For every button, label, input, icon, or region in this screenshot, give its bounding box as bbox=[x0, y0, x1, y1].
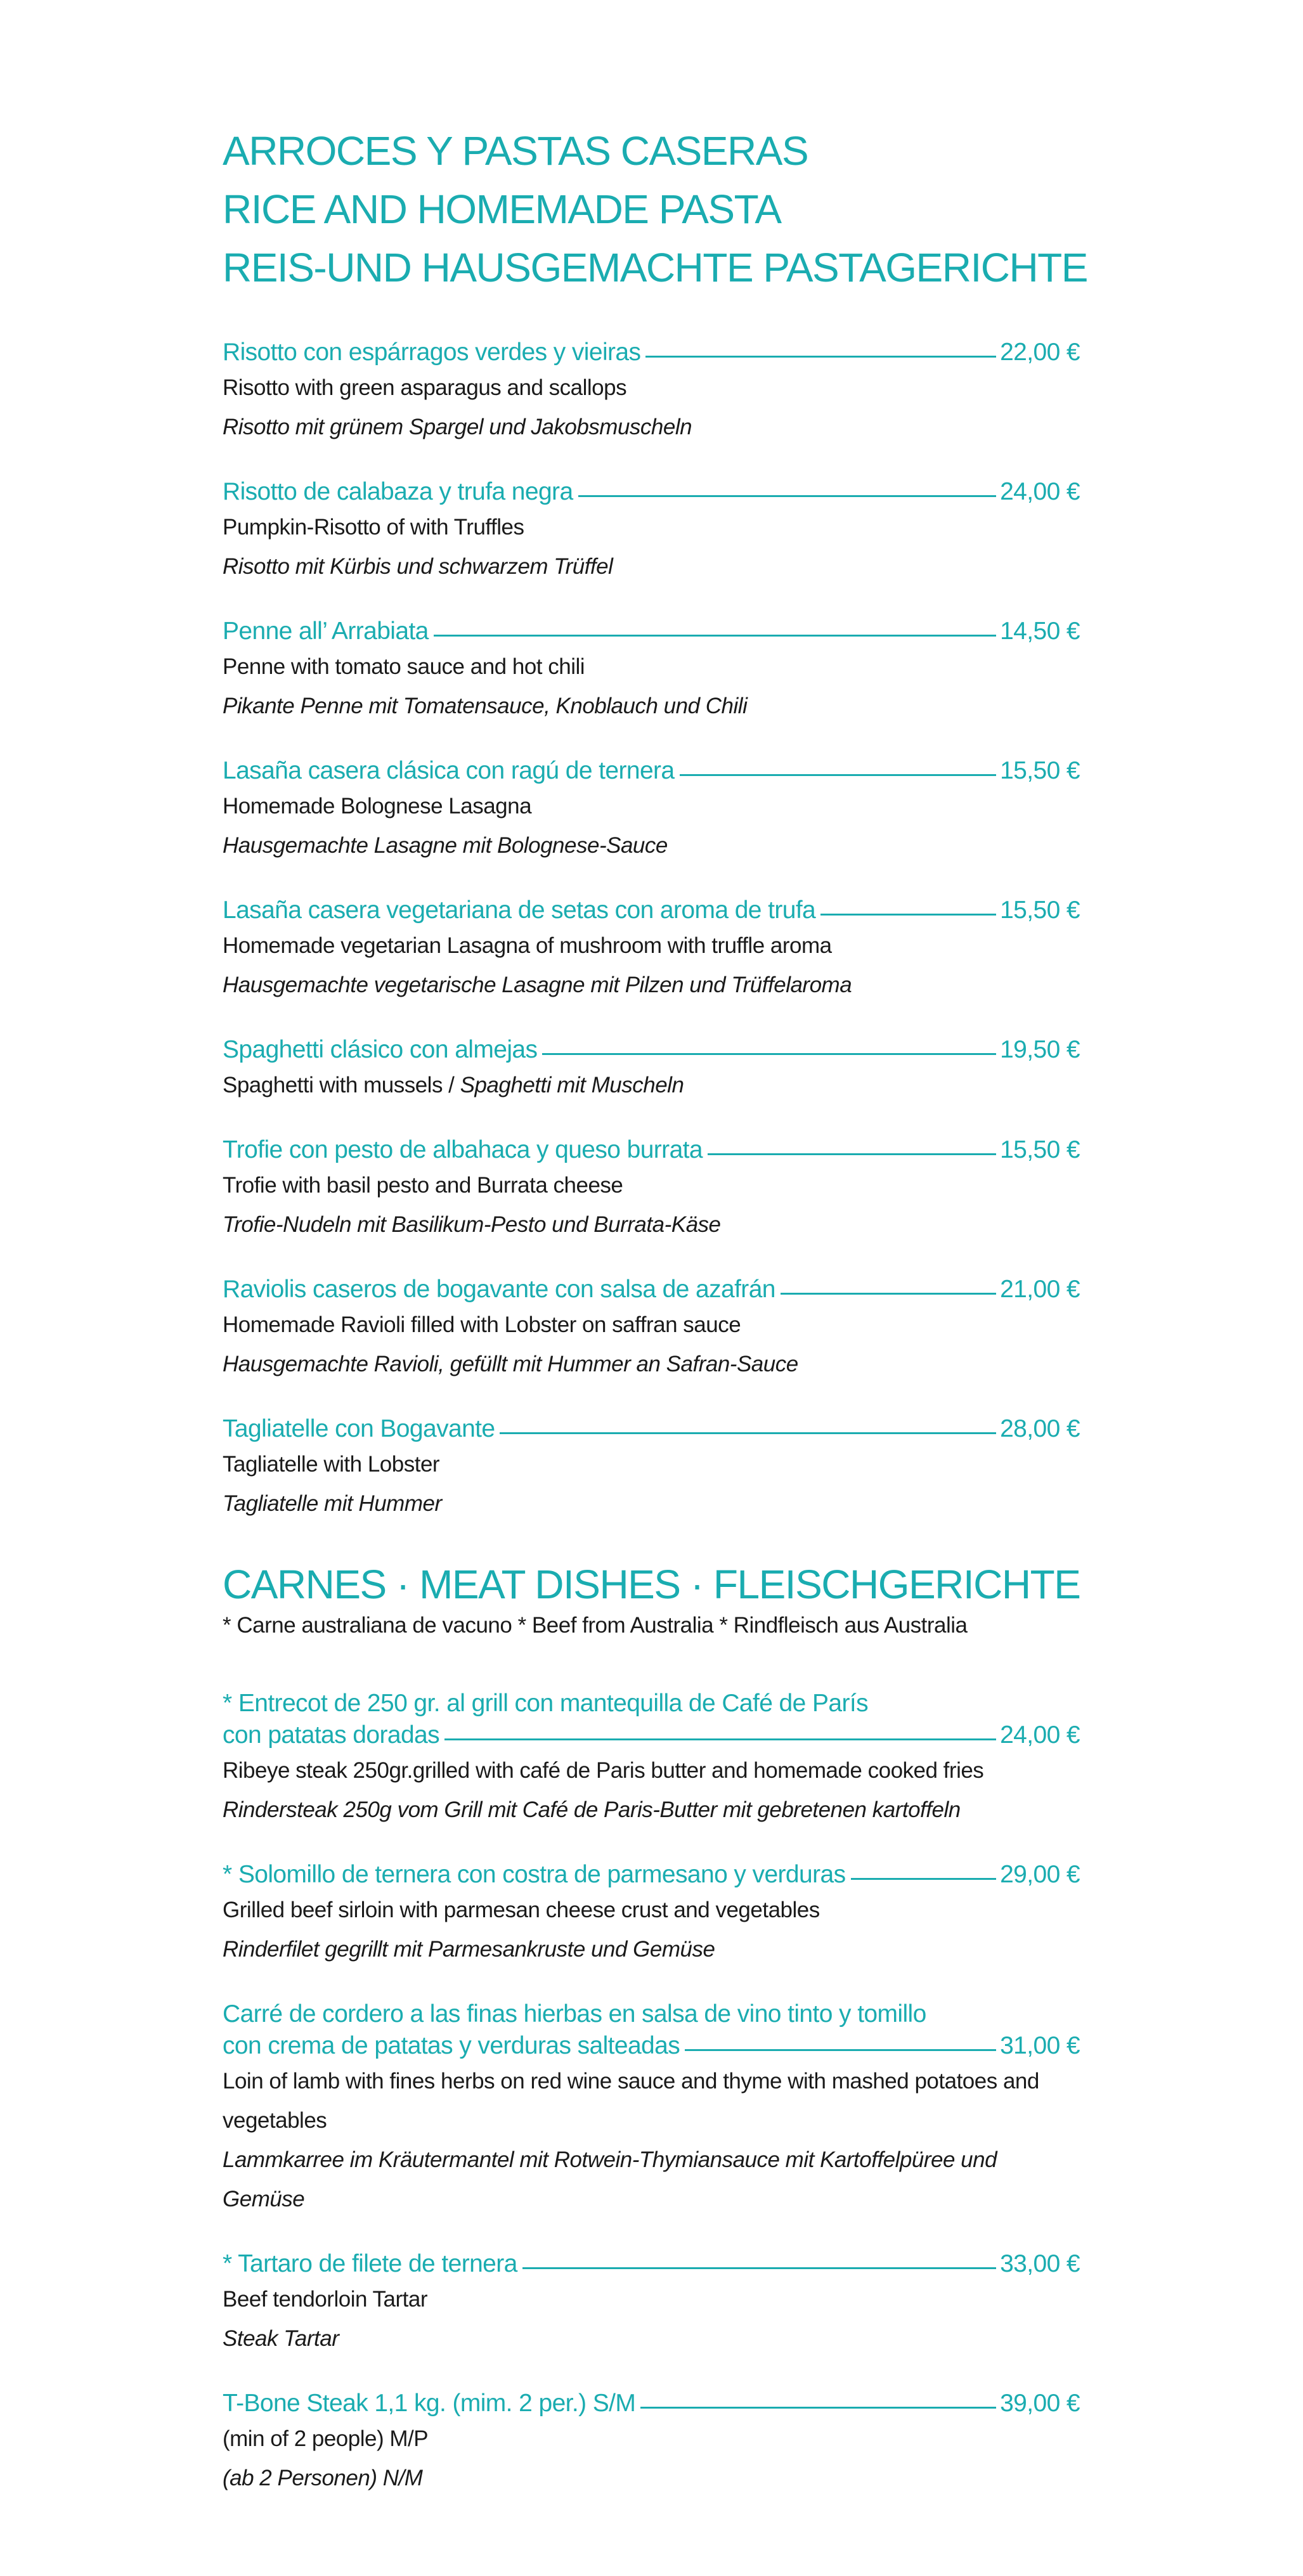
dish-desc-de: Risotto mit grünem Spargel und Jakobsmuscheln bbox=[223, 415, 692, 439]
dish-desc-en: Homemade vegetarian Lasagna of mushroom with truffle aroma bbox=[223, 933, 832, 958]
dish-item bbox=[223, 1859, 1080, 1969]
section-title-es: ARROCES Y PASTAS CASERAS bbox=[223, 128, 808, 174]
dish-name-row bbox=[223, 1413, 1080, 1445]
dish-desc-inline bbox=[223, 1066, 1080, 1105]
beef-origin-note: * Carne australiana de vacuno * Beef from Australia * Rindfleisch aus Australia bbox=[223, 1613, 968, 1638]
dish-name-row bbox=[223, 1134, 1080, 1166]
dotted-leader bbox=[680, 774, 997, 776]
dish-name-line1: Carré de cordero a las finas hierbas en salsa de vino tinto y tomillo bbox=[223, 2000, 926, 2028]
dish-item bbox=[223, 616, 1080, 726]
dish-item bbox=[223, 1688, 1080, 1830]
dish-name: con patatas doradas bbox=[223, 1721, 440, 1749]
dish-price: 22,00 € bbox=[1000, 339, 1080, 366]
dish-name-row bbox=[223, 476, 1080, 508]
dish-price: 31,00 € bbox=[1000, 2032, 1080, 2059]
dish-name: Penne all’ Arrabiata bbox=[223, 618, 429, 645]
dish-desc-de: Spaghetti mit Muscheln bbox=[460, 1073, 684, 1097]
dish-name: * Tartaro de filete de ternera bbox=[223, 2250, 517, 2277]
dish-price: 15,50 € bbox=[1000, 757, 1080, 784]
dish-desc-en: Loin of lamb with fines herbs on red wine sauce and thyme with mashed potatoes and bbox=[223, 2069, 1039, 2094]
dish-name-row bbox=[223, 1034, 1080, 1066]
dish-desc-de: Rindersteak 250g vom Grill mit Café de Paris-Butter mit gebretenen kartoffeln bbox=[223, 1797, 961, 1822]
section-rice-pasta bbox=[223, 122, 1087, 297]
dish-desc-en: Homemade Ravioli filled with Lobster on saffran sauce bbox=[223, 1312, 741, 1337]
dish-item bbox=[223, 755, 1080, 865]
dish-name-row bbox=[223, 2248, 1080, 2280]
dish-name-row bbox=[223, 1719, 1080, 1751]
dish-name-row bbox=[223, 2030, 1080, 2062]
dotted-leader bbox=[685, 2049, 996, 2051]
dotted-leader bbox=[708, 1153, 996, 1155]
dish-desc-en: Tagliatelle with Lobster bbox=[223, 1452, 440, 1477]
dish-name-line1: * Entrecot de 250 gr. al grill con mantequilla de Café de París bbox=[223, 1690, 868, 1717]
dish-item bbox=[223, 2248, 1080, 2359]
dish-name: Lasaña casera vegetariana de setas con aroma de trufa bbox=[223, 896, 816, 924]
dish-item bbox=[223, 337, 1080, 447]
dish-desc-en: Trofie with basil pesto and Burrata cheese bbox=[223, 1173, 623, 1198]
dish-item bbox=[223, 1034, 1080, 1105]
dish-name: * Solomillo de ternera con costra de parmesano y verduras bbox=[223, 1861, 846, 1888]
dish-name: con crema de patatas y verduras salteadas bbox=[223, 2032, 680, 2059]
dish-desc-de: Lammkarree im Kräutermantel mit Rotwein-Thymiansauce mit Kartoffelpüree und Gemüse bbox=[223, 2147, 997, 2211]
dish-name: Trofie con pesto de albahaca y queso burrata bbox=[223, 1136, 703, 1163]
dish-name-row bbox=[223, 1274, 1080, 1305]
dish-desc-en: (min of 2 people) M/P bbox=[223, 2426, 429, 2451]
dotted-leader bbox=[645, 356, 996, 358]
dotted-leader bbox=[434, 635, 996, 637]
section-meat bbox=[223, 1555, 1080, 1641]
dish-item bbox=[223, 1274, 1080, 1384]
dotted-leader bbox=[500, 1432, 996, 1434]
dish-desc-de: Hausgemachte Lasagne mit Bolognese-Sauce bbox=[223, 833, 668, 858]
dish-price: 19,50 € bbox=[1000, 1036, 1080, 1063]
dish-name: Tagliatelle con Bogavante bbox=[223, 1415, 495, 1442]
dish-desc-en: Penne with tomato sauce and hot chili bbox=[223, 654, 585, 679]
dish-price: 21,00 € bbox=[1000, 1276, 1080, 1303]
dish-name-row bbox=[223, 616, 1080, 647]
dish-name-row bbox=[223, 2388, 1080, 2419]
dish-price: 14,50 € bbox=[1000, 618, 1080, 645]
dish-desc-de: (ab 2 Personen) N/M bbox=[223, 2466, 423, 2490]
dish-desc-en-cont: vegetables bbox=[223, 2108, 327, 2133]
dish-item bbox=[223, 1134, 1080, 1245]
section-title-meat: CARNES · MEAT DISHES · FLEISCHGERICHTE bbox=[223, 1562, 1080, 1607]
dish-name-row bbox=[223, 337, 1080, 368]
dish-name: Raviolis caseros de bogavante con salsa de azafrán bbox=[223, 1276, 775, 1303]
dish-name: Risotto con espárragos verdes y vieiras bbox=[223, 339, 641, 366]
dish-desc-de: Rinderfilet gegrillt mit Parmesankruste und Gemüse bbox=[223, 1937, 715, 1962]
dish-item bbox=[223, 895, 1080, 1005]
section-title-block bbox=[223, 122, 1087, 297]
dish-price: 24,00 € bbox=[1000, 1721, 1080, 1749]
dish-price: 28,00 € bbox=[1000, 1415, 1080, 1442]
dish-name: Spaghetti clásico con almejas bbox=[223, 1036, 538, 1063]
dish-name-row bbox=[223, 895, 1080, 926]
dish-desc-en: Ribeye steak 250gr.grilled with café de Paris butter and homemade cooked fries bbox=[223, 1758, 984, 1783]
dish-desc-de: Risotto mit Kürbis und schwarzem Trüffel bbox=[223, 554, 613, 579]
dish-price: 39,00 € bbox=[1000, 2390, 1080, 2417]
dish-item bbox=[223, 2388, 1080, 2498]
dotted-leader bbox=[640, 2407, 996, 2409]
dotted-leader bbox=[851, 1878, 997, 1880]
dish-desc-en: Pumpkin-Risotto of with Truffles bbox=[223, 515, 524, 540]
dish-desc-en: Risotto with green asparagus and scallops bbox=[223, 375, 627, 400]
dish-list-meat bbox=[223, 1688, 1080, 2498]
dish-desc-de: Hausgemachte Ravioli, gefüllt mit Hummer an Safran-Sauce bbox=[223, 1352, 798, 1376]
dish-price: 29,00 € bbox=[1000, 1861, 1080, 1888]
dish-desc-de: Steak Tartar bbox=[223, 2326, 339, 2351]
dotted-leader bbox=[820, 914, 996, 916]
section-title-de: REIS-UND HAUSGEMACHTE PASTAGERICHTE bbox=[223, 245, 1087, 290]
dish-desc-en: Beef tendorloin Tartar bbox=[223, 2287, 428, 2312]
dotted-leader bbox=[522, 2267, 996, 2269]
dish-desc-de: Trofie-Nudeln mit Basilikum-Pesto und Burrata-Käse bbox=[223, 1212, 721, 1237]
dish-name-row bbox=[223, 755, 1080, 787]
dish-price: 33,00 € bbox=[1000, 2250, 1080, 2277]
dotted-leader bbox=[781, 1293, 996, 1295]
dish-desc-en: Grilled beef sirloin with parmesan cheese crust and vegetables bbox=[223, 1898, 820, 1922]
dish-item bbox=[223, 1413, 1080, 1524]
dish-name: Lasaña casera clásica con ragú de ternera bbox=[223, 757, 675, 784]
dish-desc-de: Hausgemachte vegetarische Lasagne mit Pilzen und Trüffelaroma bbox=[223, 973, 852, 997]
dotted-leader bbox=[542, 1053, 996, 1055]
dish-price: 15,50 € bbox=[1000, 896, 1080, 924]
section-title-en: RICE AND HOMEMADE PASTA bbox=[223, 186, 781, 232]
dish-item bbox=[223, 1998, 1080, 2219]
dotted-leader bbox=[444, 1738, 996, 1740]
dish-item bbox=[223, 476, 1080, 586]
dish-price: 15,50 € bbox=[1000, 1136, 1080, 1163]
dish-name: T-Bone Steak 1,1 kg. (mim. 2 per.) S/M bbox=[223, 2390, 636, 2417]
dish-desc-en: Homemade Bolognese Lasagna bbox=[223, 794, 532, 819]
dish-name: Risotto de calabaza y trufa negra bbox=[223, 478, 573, 505]
dish-desc-de: Pikante Penne mit Tomatensauce, Knoblauch und Chili bbox=[223, 694, 748, 718]
dish-name-row bbox=[223, 1859, 1080, 1891]
dotted-leader bbox=[578, 495, 997, 497]
dish-desc-en: Spaghetti with mussels / bbox=[223, 1073, 460, 1097]
dish-price: 24,00 € bbox=[1000, 478, 1080, 505]
dish-list-rice-pasta bbox=[223, 337, 1080, 1524]
dish-desc-de: Tagliatelle mit Hummer bbox=[223, 1491, 442, 1516]
